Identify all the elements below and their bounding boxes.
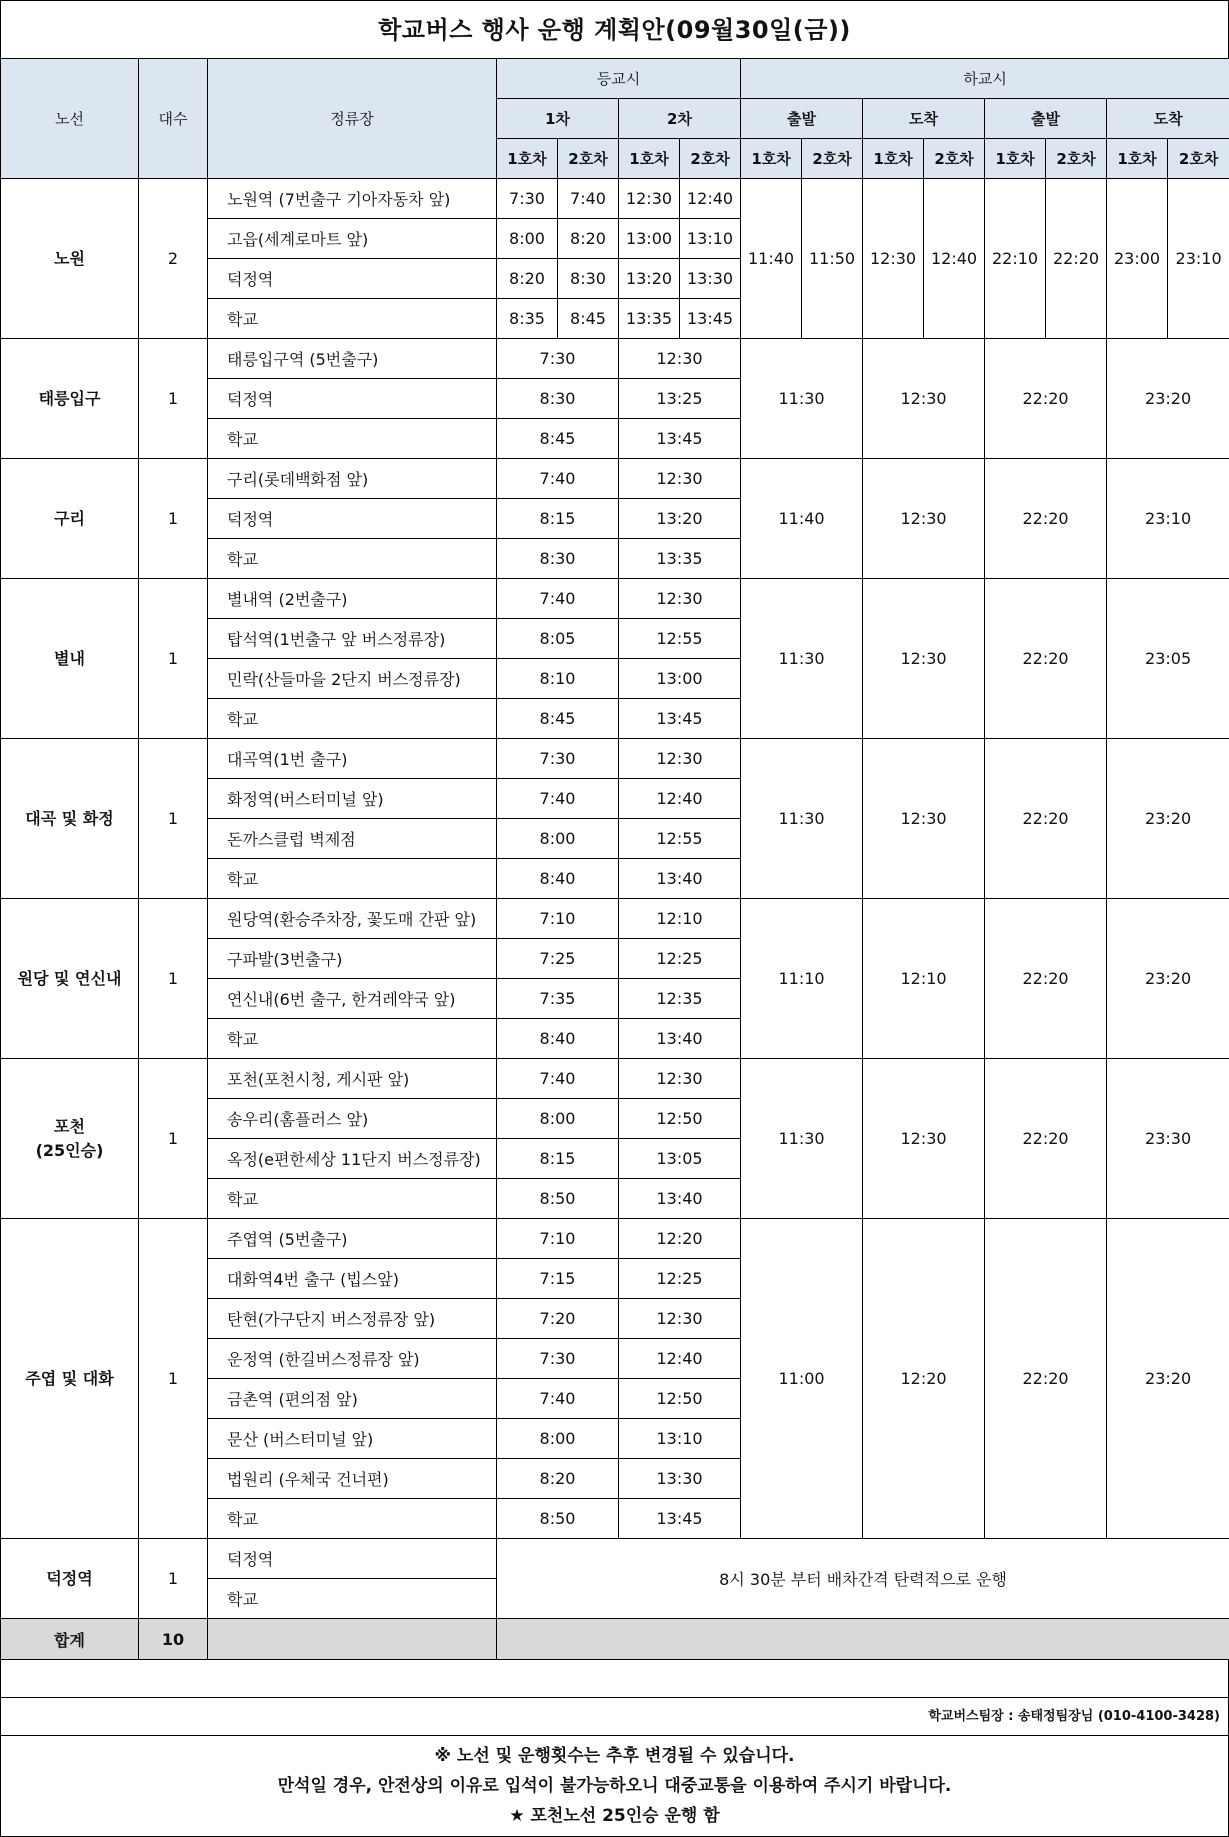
time-cell: 13:40 [619,859,741,899]
header-round2: 2차 [619,99,741,139]
stop-name: 문산 (버스터미널 앞) [208,1419,497,1459]
time-cell: 13:45 [680,299,741,339]
stop-name: 탄현(가구단지 버스정류장 앞) [208,1299,497,1339]
route-name: 주엽 및 대화 [1,1219,139,1539]
time-cell: 12:25 [619,939,741,979]
time-cell: 7:25 [497,939,619,979]
route-count: 1 [139,579,208,739]
time-cell: 8:40 [497,859,619,899]
stop-name: 덕정역 [208,379,497,419]
time-cell: 8:45 [497,699,619,739]
notice-box [0,1736,1229,1837]
table-row [1,579,1229,619]
route-name: 구리 [1,459,139,579]
stop-name: 노원역 (7번출구 기아자동차 앞) [208,179,497,219]
route-count: 1 [139,1539,208,1619]
route-name: 대곡 및 화정 [1,739,139,899]
stop-name: 학교 [208,1499,497,1539]
time-cell: 7:35 [497,979,619,1019]
stop-name: 화정역(버스터미널 앞) [208,779,497,819]
time-cell: 7:40 [497,459,619,499]
return-time: 12:30 [863,579,985,739]
route-name: 태릉입구 [1,339,139,459]
time-cell: 13:45 [619,699,741,739]
header-row-1 [1,59,1229,99]
return-time: 12:30 [863,1059,985,1219]
schedule-table [0,58,1229,1660]
return-time: 12:40 [924,179,985,339]
table-row [1,459,1229,499]
time-cell: 7:30 [497,339,619,379]
time-cell: 7:20 [497,1299,619,1339]
route-count: 1 [139,1059,208,1219]
time-cell: 12:10 [619,899,741,939]
header-bus1: 1호차 [741,139,802,179]
time-cell: 8:10 [497,659,619,699]
return-time: 22:20 [985,899,1107,1059]
time-cell: 13:00 [619,659,741,699]
return-time: 11:10 [741,899,863,1059]
stop-name: 학교 [208,539,497,579]
header-bus1: 1호차 [1107,139,1168,179]
time-cell: 12:40 [619,779,741,819]
return-time: 23:20 [1107,339,1229,459]
return-time: 11:30 [741,339,863,459]
return-time: 22:20 [985,1059,1107,1219]
time-cell: 13:25 [619,379,741,419]
return-time: 22:20 [985,1219,1107,1539]
time-cell: 13:40 [619,1019,741,1059]
total-row [1,1619,1229,1660]
table-row [1,1539,1229,1579]
time-cell: 8:15 [497,499,619,539]
stop-name: 연신내(6번 출구, 한겨레약국 앞) [208,979,497,1019]
route-name: 원당 및 연신내 [1,899,139,1059]
route-count: 1 [139,899,208,1059]
time-cell: 8:30 [558,259,619,299]
header-bus1: 1호차 [985,139,1046,179]
route-name: 덕정역 [1,1539,139,1619]
table-row [1,1059,1229,1099]
return-time: 23:00 [1107,179,1168,339]
stop-name: 대곡역(1번 출구) [208,739,497,779]
stop-name: 탑석역(1번출구 앞 버스정류장) [208,619,497,659]
time-cell: 8:05 [497,619,619,659]
stop-name: 돈까스클럽 벽제점 [208,819,497,859]
flexible-dispatch-note: 8시 30분 부터 배차간격 탄력적으로 운행 [497,1539,1229,1619]
contact-info: 학교버스팀장 : 송태정팀장님 (010-4100-3428) [0,1698,1229,1736]
return-time: 11:40 [741,459,863,579]
time-cell: 8:20 [558,219,619,259]
page-title: 학교버스 행사 운행 계획안(09월30일(금)) [0,0,1229,58]
time-cell: 13:35 [619,299,680,339]
time-cell: 13:10 [619,1419,741,1459]
stop-name: 덕정역 [208,499,497,539]
return-time: 12:30 [863,339,985,459]
header-round1: 1차 [497,99,619,139]
table-row [1,739,1229,779]
stop-name: 학교 [208,1019,497,1059]
time-cell: 13:45 [619,419,741,459]
table-row [1,899,1229,939]
time-cell: 8:50 [497,1499,619,1539]
time-cell: 13:45 [619,1499,741,1539]
stop-name: 덕정역 [208,1539,497,1579]
time-cell: 13:30 [680,259,741,299]
header-count: 대수 [139,59,208,179]
time-cell: 12:25 [619,1259,741,1299]
header-route: 노선 [1,59,139,179]
time-cell: 12:50 [619,1099,741,1139]
stop-name: 민락(산들마을 2단지 버스정류장) [208,659,497,699]
time-cell: 13:00 [619,219,680,259]
stop-name: 학교 [208,299,497,339]
time-cell: 12:50 [619,1379,741,1419]
time-cell: 8:45 [497,419,619,459]
total-label: 합계 [1,1619,139,1660]
route-name: 노원 [1,179,139,339]
time-cell: 8:15 [497,1139,619,1179]
time-cell: 8:20 [497,259,558,299]
time-cell: 13:05 [619,1139,741,1179]
time-cell: 8:00 [497,1099,619,1139]
route-count: 2 [139,179,208,339]
stop-name: 학교 [208,419,497,459]
time-cell: 8:20 [497,1459,619,1499]
return-time: 11:30 [741,739,863,899]
time-cell: 13:30 [619,1459,741,1499]
time-cell: 7:10 [497,899,619,939]
return-time: 11:40 [741,179,802,339]
header-bus2: 2호차 [1168,139,1229,179]
time-cell: 12:30 [619,739,741,779]
time-cell: 12:30 [619,339,741,379]
header-arrive-1: 도착 [863,99,985,139]
stop-name: 대화역4번 출구 (빕스앞) [208,1259,497,1299]
route-count: 1 [139,459,208,579]
stop-name: 태릉입구역 (5번출구) [208,339,497,379]
total-empty [208,1619,497,1660]
return-time: 23:30 [1107,1059,1229,1219]
header-bus1: 1호차 [619,139,680,179]
route-count: 1 [139,1219,208,1539]
route-name-line1: 포천 [1,1115,138,1139]
return-time: 23:10 [1107,459,1229,579]
return-time: 11:50 [802,179,863,339]
time-cell: 8:00 [497,819,619,859]
stop-name: 원당역(환승주차장, 꽃도매 간판 앞) [208,899,497,939]
header-bus1: 1호차 [863,139,924,179]
return-time: 12:20 [863,1219,985,1539]
time-cell: 8:50 [497,1179,619,1219]
stop-name: 덕정역 [208,259,497,299]
time-cell: 12:30 [619,579,741,619]
route-name: 별내 [1,579,139,739]
stop-name: 학교 [208,1179,497,1219]
time-cell: 8:30 [497,379,619,419]
return-time: 22:20 [985,739,1107,899]
stop-name: 구파발(3번출구) [208,939,497,979]
stop-name: 학교 [208,699,497,739]
stop-name: 별내역 (2번출구) [208,579,497,619]
return-time: 11:30 [741,1059,863,1219]
return-time: 23:20 [1107,739,1229,899]
time-cell: 12:30 [619,1059,741,1099]
total-empty [497,1619,1229,1660]
time-cell: 13:35 [619,539,741,579]
time-cell: 8:45 [558,299,619,339]
return-time: 12:30 [863,459,985,579]
return-time: 22:20 [1046,179,1107,339]
time-cell: 7:40 [497,579,619,619]
return-time: 12:30 [863,179,924,339]
header-to-school: 등교시 [497,59,741,99]
time-cell: 12:20 [619,1219,741,1259]
time-cell: 12:55 [619,619,741,659]
time-cell: 8:00 [497,219,558,259]
time-cell: 7:40 [497,1059,619,1099]
header-stop: 정류장 [208,59,497,179]
time-cell: 12:35 [619,979,741,1019]
header-bus1: 1호차 [497,139,558,179]
notice-line: ※ 노선 및 운행횟수는 추후 변경될 수 있습니다. [1,1741,1228,1771]
time-cell: 13:20 [619,499,741,539]
table-row [1,339,1229,379]
table-row [1,1219,1229,1259]
header-depart-1: 출발 [741,99,863,139]
stop-name: 송우리(홈플러스 앞) [208,1099,497,1139]
return-time: 22:20 [985,579,1107,739]
time-cell: 7:10 [497,1219,619,1259]
return-time: 12:10 [863,899,985,1059]
header-depart-2: 출발 [985,99,1107,139]
time-cell: 12:40 [680,179,741,219]
time-cell: 7:30 [497,1339,619,1379]
time-cell: 7:15 [497,1259,619,1299]
time-cell: 8:40 [497,1019,619,1059]
time-cell: 13:40 [619,1179,741,1219]
stop-name: 포천(포천시청, 게시판 앞) [208,1059,497,1099]
time-cell: 7:30 [497,739,619,779]
time-cell: 8:30 [497,539,619,579]
route-count: 1 [139,339,208,459]
header-bus2: 2호차 [802,139,863,179]
return-time: 22:20 [985,459,1107,579]
time-cell: 12:55 [619,819,741,859]
stop-name: 구리(롯데백화점 앞) [208,459,497,499]
header-bus2: 2호차 [558,139,619,179]
time-cell: 7:40 [558,179,619,219]
time-cell: 7:30 [497,179,558,219]
route-count: 1 [139,739,208,899]
time-cell: 12:30 [619,1299,741,1339]
blank-row [0,1660,1229,1698]
time-cell: 12:40 [619,1339,741,1379]
stop-name: 옥정(e편한세상 11단지 버스정류장) [208,1139,497,1179]
time-cell: 8:00 [497,1419,619,1459]
time-cell: 8:35 [497,299,558,339]
route-name-line2: (25인승) [1,1139,138,1163]
header-arrive-2: 도착 [1107,99,1229,139]
return-time: 12:30 [863,739,985,899]
header-from-school: 하교시 [741,59,1229,99]
time-cell: 7:40 [497,1379,619,1419]
return-time: 22:20 [985,339,1107,459]
stop-name: 학교 [208,1579,497,1619]
stop-name: 금촌역 (편의점 앞) [208,1379,497,1419]
return-time: 22:10 [985,179,1046,339]
notice-line: ★ 포천노선 25인승 운행 함 [1,1801,1228,1831]
return-time: 23:10 [1168,179,1229,339]
table-row [1,179,1229,219]
time-cell: 13:10 [680,219,741,259]
time-cell: 12:30 [619,459,741,499]
stop-name: 운정역 (한길버스정류장 앞) [208,1339,497,1379]
return-time: 11:00 [741,1219,863,1539]
stop-name: 법원리 (우체국 건너편) [208,1459,497,1499]
stop-name: 고읍(세계로마트 앞) [208,219,497,259]
return-time: 11:30 [741,579,863,739]
route-name [1,1059,139,1219]
time-cell: 12:30 [619,179,680,219]
header-bus2: 2호차 [924,139,985,179]
stop-name: 학교 [208,859,497,899]
return-time: 23:20 [1107,899,1229,1059]
header-bus2: 2호차 [680,139,741,179]
notice-line: 만석일 경우, 안전상의 이유로 입석이 불가능하오니 대중교통을 이용하여 주시기 바랍니다. [1,1771,1228,1801]
header-bus2: 2호차 [1046,139,1107,179]
stop-name: 주엽역 (5번출구) [208,1219,497,1259]
return-time: 23:20 [1107,1219,1229,1539]
return-time: 23:05 [1107,579,1229,739]
time-cell: 13:20 [619,259,680,299]
time-cell: 7:40 [497,779,619,819]
total-count: 10 [139,1619,208,1660]
